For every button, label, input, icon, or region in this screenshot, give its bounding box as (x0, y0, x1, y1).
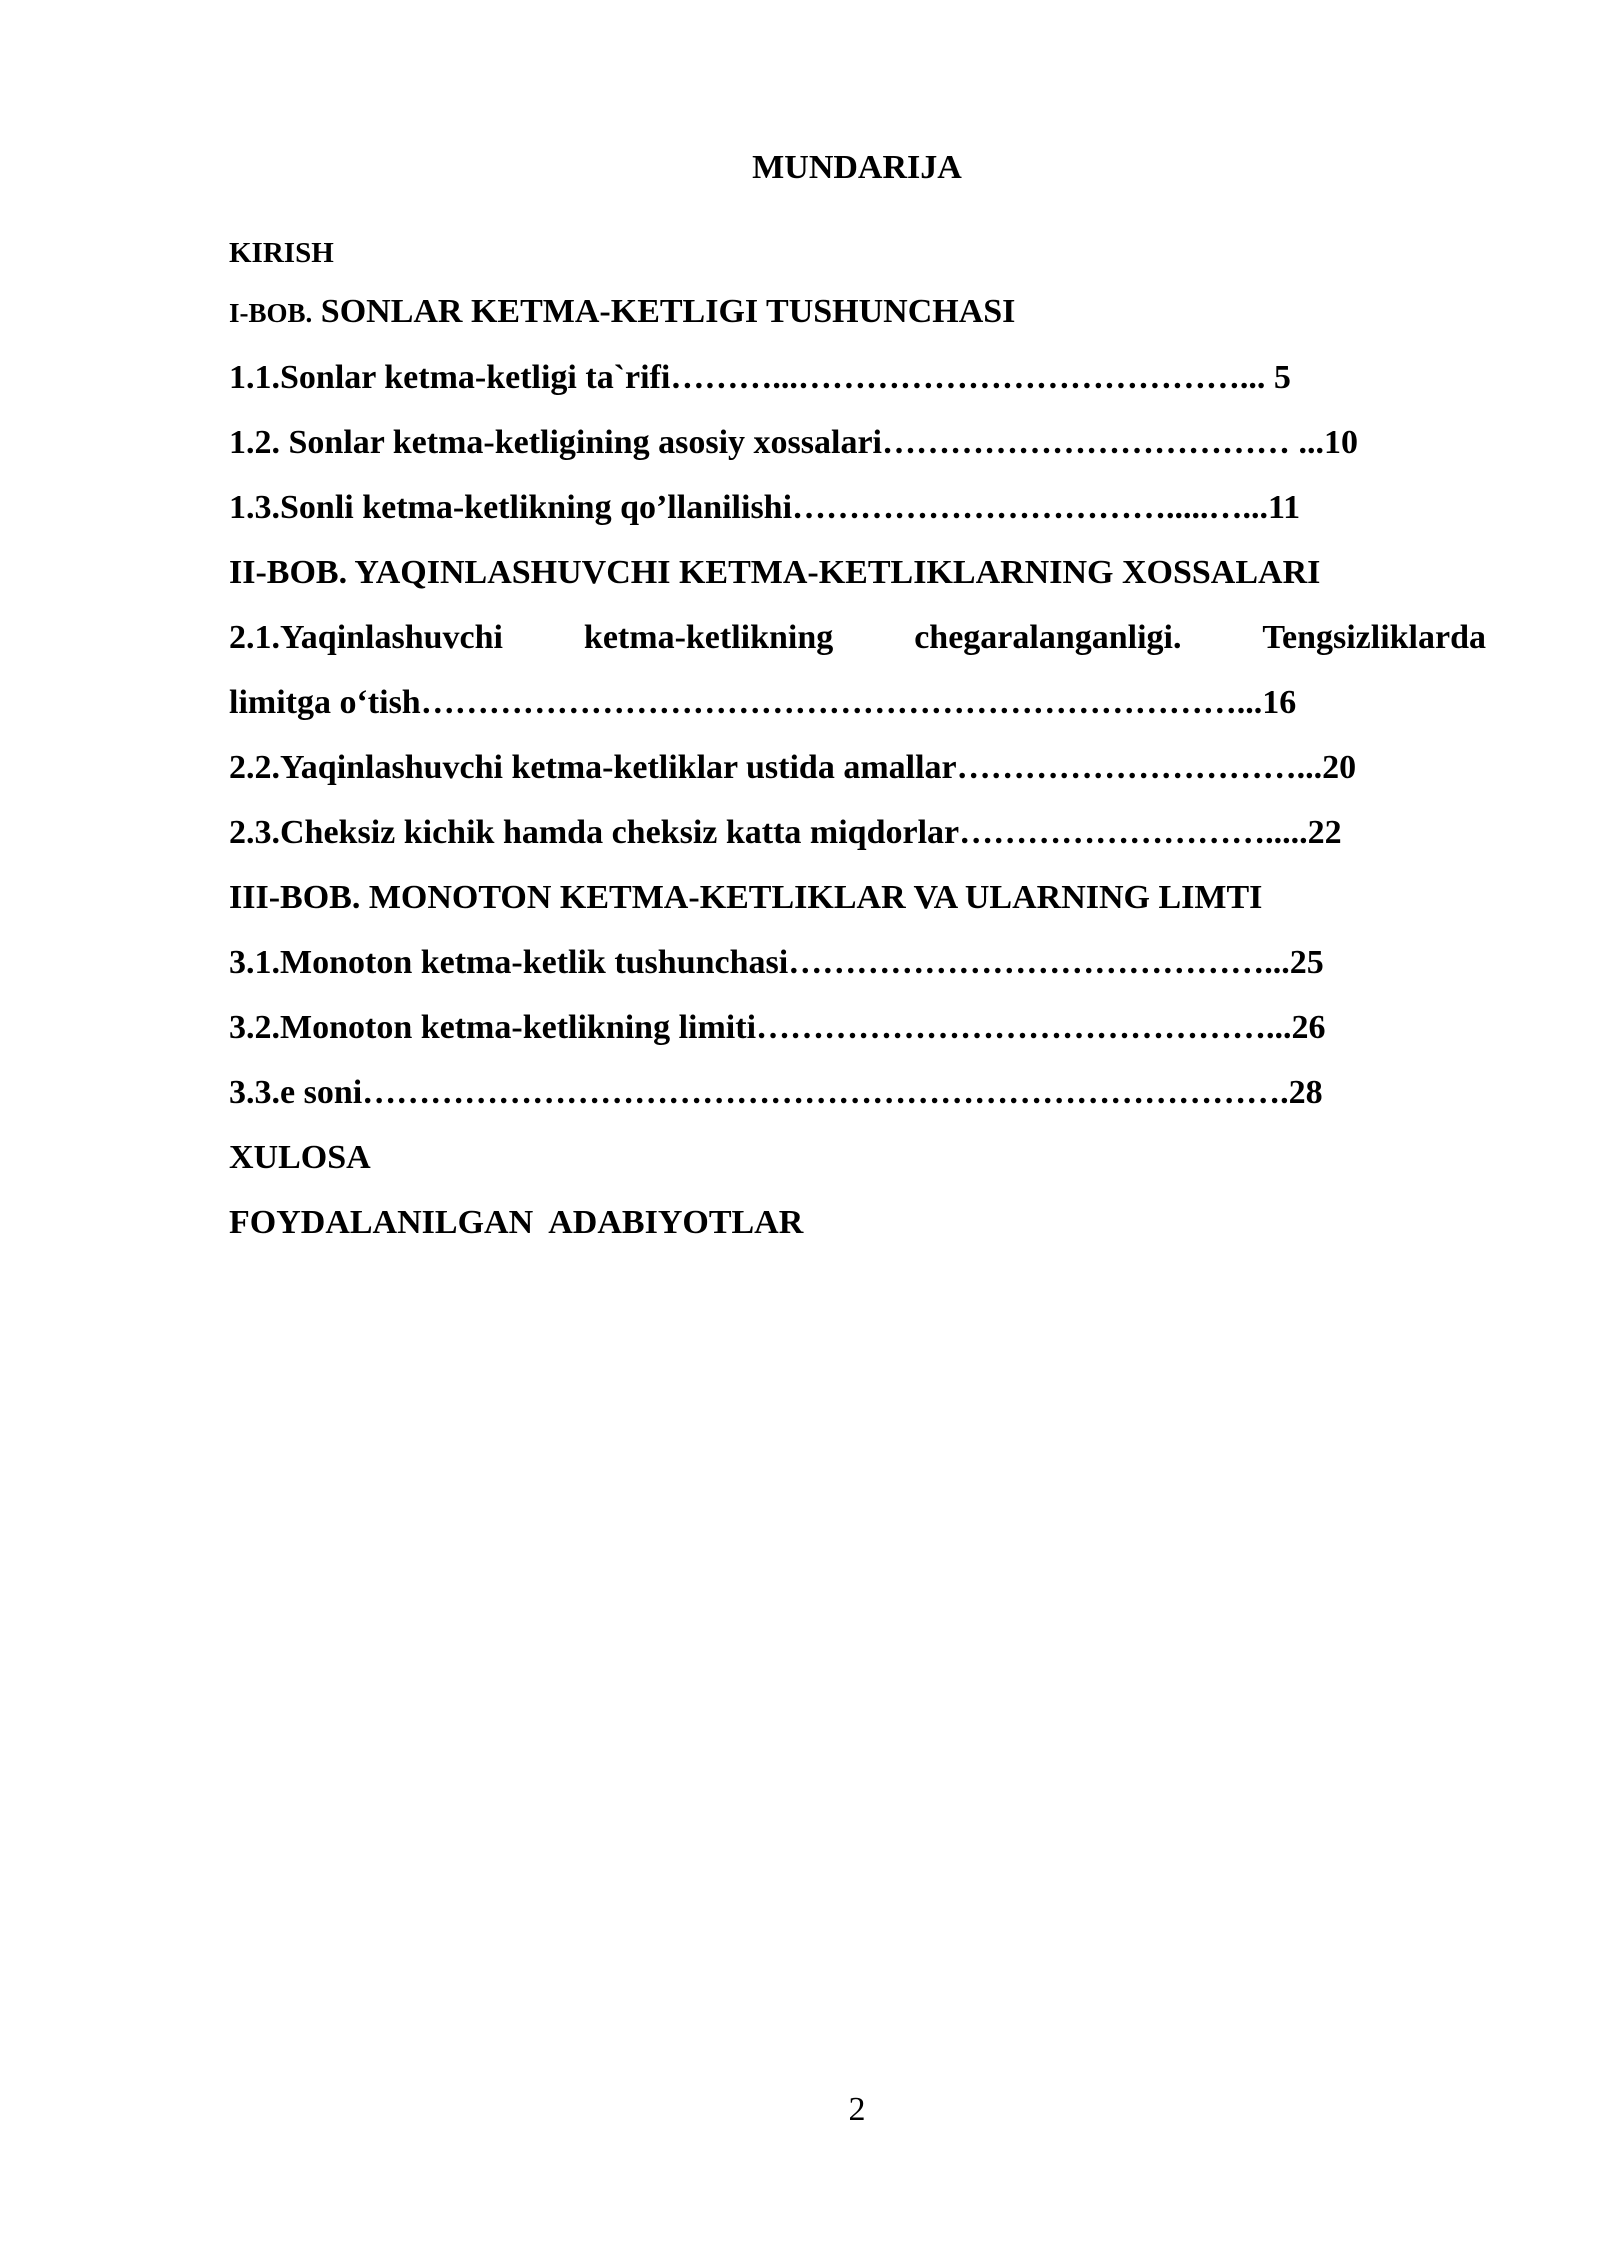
toc-section-3-2[interactable]: 3.2.Monoton ketma-ketlikning limiti………………………………………...26 (229, 1009, 1326, 1046)
toc-section-2-2[interactable]: 2.2.Yaqinlashuvchi ketma-ketliklar ustida amallar…………………………...20 (229, 749, 1357, 786)
toc-chapter-2[interactable]: II-BOB. YAQINLASHUVCHI KETMA-KETLIKLARNING XOSSALARI (229, 554, 1321, 591)
toc-section-1-1[interactable]: 1.1.Sonlar ketma-ketligi ta`rifi………...…………………………………... 5 (229, 359, 1291, 396)
toc-section-1-3[interactable]: 1.3.Sonli ketma-ketlikning qo’llanilishi…………………………….....…...11 (229, 489, 1301, 526)
toc-section-2-1-word: 2.1.Yaqinlashuvchi (229, 619, 503, 656)
toc-section-3-3[interactable]: 3.3.e soni……………………………………………………………………….28 (229, 1074, 1323, 1111)
toc-section-3-1[interactable]: 3.1.Monoton ketma-ketlik tushunchasi……………………………………...25 (229, 944, 1324, 981)
toc-section-2-3[interactable]: 2.3.Cheksiz kichik hamda cheksiz katta miqdorlar……………………….....22 (229, 814, 1342, 851)
toc-chapter-1[interactable] (229, 292, 1486, 333)
toc-section-2-1-word: chegaralanganligi. (914, 619, 1182, 656)
page-number: 2 (848, 2091, 866, 2128)
page-title: MUNDARIJA (752, 149, 962, 186)
toc-intro[interactable]: KIRISH (229, 237, 334, 269)
toc-section-2-1-line-1[interactable] (229, 618, 1486, 659)
toc-conclusion[interactable]: XULOSA (229, 1139, 371, 1176)
toc-chapter-1-prefix: I-BOB. (229, 298, 313, 328)
toc-section-1-2[interactable]: 1.2. Sonlar ketma-ketligining asosiy xossalari……………………………… ...10 (229, 424, 1358, 461)
toc-section-2-1-word: ketma-ketlikning (583, 619, 834, 656)
toc-references[interactable]: FOYDALANILGAN ADABIYOTLAR (229, 1204, 804, 1241)
toc-section-2-1-line-2[interactable]: limitga o‘tish………………………………………………………………...16 (229, 684, 1297, 721)
toc-chapter-3[interactable]: III-BOB. MONOTON KETMA-KETLIKLAR VA ULARNING LIMTI (229, 879, 1263, 916)
toc-section-2-1-word: Tengsizliklarda (1262, 619, 1486, 656)
toc-chapter-1-title: SONLAR KETMA-KETLIGI TUSHUNCHASI (312, 293, 1016, 330)
